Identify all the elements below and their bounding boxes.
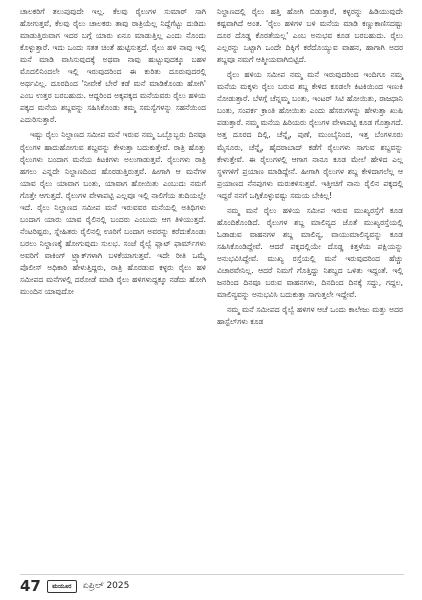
paragraph: ಚಾಲಕರಿಗೆ ತಲುಪುವುದೇ ಇಲ್ಲ. ಕೆಲವು ರೈಲುಗಳ ಸುಮಾರ್ ಸಾಗಿ ಹೋಗುತ್ತವೆ, ಕೆಲವು ರೈಲು ಚಾಲಕರು ತಾವು ರಾತ್ರಿಯೆಲ್ಲ ನಿದ್ದೆಗೆಟ್ಟು ದುಡಿದು ಮಾಡುತ್ತಿರುವಾಗ ಇದರ ಬಗ್ಗೆ ಯಾರು ಏನೂ ಮಾಡುತ್ತಿಲ್ಲ ಎಂದು ನೊಂದು ಕೊಳ್ಳುತ್ತಾರೆ. ಇದು ಒಂದು ಸತತ ಚಿಂತೆ ಹುಟ್ಟಿಸುತ್ತದೆ. ರೈಲು ಹಳಿ ನಾವು ಇಲ್ಲಿ ಮನೆ ಮಾಡಿ ವಾಸಿಸುವುದಕ್ಕೆ ಅಥವಾ ನಾವು ಹುಟ್ಟುವುದಕ್ಕೂ ಬಹಳ ಮೊದಲಿನಿಂದಲೇ ಇಲ್ಲಿ ಇರುವುದರಿಂದ ಈ ಕುರಿತು ದೂರುವುದರಲ್ಲಿ ಅರ್ಥವಿಲ್ಲ. ದೂರದಿಂದ 'ನೀವೇಕೆ ಬೇರೆ ಕಡೆ ಮನೆ ಮಾಡಿಕೊಂಡು ಹೋಗಿ' ಎಂಬ ಉತ್ತರ ಬರಬಹುದು. ಆದ್ದರಿಂದ ಅಕ್ಕಪಕ್ಕದ ಮನೆಯವರು ರೈಲು ಹಳಿಯ ಪಕ್ಕದ ಮನೆಯ ಶಬ್ದವನ್ನು ಸಹಿಸಿಕೊಂಡು ತಮ್ಮ ಸಮಸ್ಯೆಗಳನ್ನು ಸಹನೆಯಿಂದ ಎದುರಿಸುತ್ತಾರೆ. [20,7,206,125]
paragraph: ರೈಲು ಹಳಿಯ ಸಮೀಪ ನಮ್ಮ ಮನೆ ಇರುವುದರಿಂದ ಇಂದಿಗೂ ನಮ್ಮ ಮನೆಯ ಮಕ್ಕಳು ರೈಲು ಬರುವ ಶಬ್ದ ಕೇಳಿದ ಕೂಡಲೇ ಕಿಟಕಿಯಿಂದ ಇಣುಕಿ ನೋಡುತ್ತಾರೆ. ಬೆಳಗ್ಗೆ ಚೆನ್ನಮ್ಮ ಬಂತು, ಇಂಟರ್ ಸಿಟಿ ಹೋಯಿತು, ರಾಜಧಾನಿ ಬಂತು, ಸಂಪರ್ಕ ಕ್ರಾಂತಿ ಹೋಯಿತು ಎಂದು ಹೆಸರುಗಳನ್ನು ಹೇಳುತ್ತಾ ಖುಷಿ ಪಡುತ್ತಾರೆ. ನಮ್ಮ ಮನೆಯ ಹಿರಿಯರು ರೈಲುಗಳ ವೇಳಾಪಟ್ಟಿ ಕೂಡ ಗೊತ್ತಾಗದೆ. ಅತ್ತ ದೂರದ ದಿಲ್ಲಿ, ಚೆನ್ನೈ, ಪುಣೆ, ಮುಂಬೈನಿಂದ, ಇತ್ತ ಬೆಂಗಳೂರು ಮೈಸೂರು, ಚೆನ್ನೈ, ಹೈದರಾಬಾದ್ ಕಡೆಗೆ ರೈಲುಗಳು ಸಾಗುವ ಶಬ್ದವನ್ನು ಕೇಳುತ್ತೇವೆ. ಈ ರೈಲುಗಳಲ್ಲಿ ಆಗಾಗ ನಾನೂ ಕೂಡ ಮೇಲೆ ಹೇಳಿದ ಎಲ್ಲ ಸ್ಥಳಗಳಿಗೆ ಪ್ರಯಾಣ ಮಾಡಿದ್ದೇನೆ. ಹೀಗಾಗಿ ರೈಲುಗಳ ಶಬ್ದ ಕೇಳಿದಾಗಲೆಲ್ಲ ಆ ಪ್ರಯಾಣದ ನೆನಪುಗಳು ಮರುಕಳಿಸುತ್ತವೆ. ಇತ್ತೀಚಿಗೆ ನಾನು ರೈಲಿನ ಪಕ್ಕದಲ್ಲಿ ಇದ್ದರೆ ನನಗೆ ಒಗ್ಗಿಕೊಳ್ಳುವಷ್ಟು ಸಮಯ ಬೇಕಿಲ್ಲ! [217,70,403,200]
issue-date: ಏಪ್ರಿಲ್ 2025 [82,581,130,591]
magazine-logo: ಮಯೂರ [47,580,77,593]
footer-divider [20,574,404,575]
paragraph: ನಮ್ಮ ಮನೆ ಸಮೀಪದ ರೈಲ್ವೆ ಹಳಿಗಳ ಆಚೆ ಒಂದು ಕಾಲೇಜು ಮತ್ತು ಅದರ ಹಾಸ್ಟೆಲ್‌ಗಳು ಕೂಡ [217,305,403,327]
paragraph: ನಿಲ್ದಾಣದಲ್ಲಿ ರೈಲು ಹತ್ತಿ ಹೋಗಿ ಬಿಡುತ್ತಾರೆ, ಕಳ್ಳರನ್ನು ಹಿಡಿಯುವುದೇ ಕಷ್ಟವಾಗಿದೆ ಅಂತ. 'ರೈಲು ಹಳಿಗಳ ಬಳಿ ಮನೆಯ ಮಾಡಿ ಕಣ್ಣುಕಾಣಿಸದಷ್ಟು ದೂರ ದೊಡ್ಡ ಕೊರತೆಯಲ್ಲ' ಎಂಬ ಅನುಭವ ಕೂಡ ಬರಬಹುದು. ರೈಲು ಎಲ್ಲರನ್ನು ಒಟ್ಟಾಗಿ ಒಂದೇ ದಿಕ್ಕಿಗೆ ಕರೆದೊಯ್ಯುವ ವಾಹನ, ಹಾಗಾಗಿ ಅದರ ಶಬ್ದವೂ ನಮಗೆ ಆತ್ಮೀಯವಾಗಿಬಿಟ್ಟಿದೆ. [217,7,403,65]
page-footer [20,577,129,595]
paragraph: ನಮ್ಮ ಮನೆ ರೈಲು ಹಳಿಯ ಸಮೀಪ ಇರುವ ಮುಖ್ಯರಸ್ತೆಗೆ ಕೂಡ ಹೊಂದಿಕೊಂಡಿದೆ. ರೈಲುಗಳ ಶಬ್ದ ಮಾಲಿನ್ಯದ ಜೊತೆ ಮುಖ್ಯರಸ್ತೆಯಲ್ಲಿ ಓಡಾಡುವ ವಾಹನಗಳ ಶಬ್ದ ಮಾಲಿನ್ಯ, ವಾಯುಮಾಲಿನ್ಯವನ್ನು ಕೂಡ ಸಹಿಸಿಕೊಂಡಿದ್ದೇವೆ. ಆದರೆ ಪಕ್ಕದಲ್ಲಿಯೇ ದೊಡ್ಡ ಕಿತ್ತಳೆಯ ಪಕ್ಷಿಯನ್ನು ಅನುಭವಿಸಿದ್ದೇವೆ. ಮುಖ್ಯ ರಸ್ತೆಯಲ್ಲಿ ಮನೆ ಇರುವುದರಿಂದ ಹೆಚ್ಚು ವಿಚಾರವೇನಿಲ್ಲ. ಆದರೆ ನಿಮಗೆ ಗೊತ್ತಿದ್ದು ನಿಶಬ್ದದ ಒಳಿತು ಇದ್ದಂತೆ. ಇಲ್ಲಿ ಜನರಿಂದ ದಿನವೂ ಬರುವ ವಾಹನಗಳು, ದಿನದಿಂದ ದಿನಕ್ಕೆ ಸದ್ದು, ಗದ್ದಲ, ಮಾಲಿನ್ಯವನ್ನು ಅನುಭವಿಸಿ ಬದುಕುತ್ತಾ ಸಾಗುತ್ತಲೇ ಇದ್ದೇವೆ. [217,205,403,300]
paragraph: ಇಷ್ಟು ರೈಲು ನಿಲ್ದಾಣದ ಸಮೀಪ ಮನೆ ಇರುವ ನಮ್ಮ ಒಬ್ಬೊಬ್ಬರು ದಿನವೂ ರೈಲುಗಳ ಹಾದುಹೋಗುವ ಶಬ್ದವನ್ನು ಕೇಳುತ್ತಾ ಬದುಕುತ್ತೇವೆ. ರಾತ್ರಿ ಹೊತ್ತು ರೈಲುಗಳು ಬಂದಾಗ ಮನೆಯ ಕಿಟಕಿಗಳು ಅಲುಗಾಡುತ್ತವೆ. ರೈಲುಗಳು ರಾತ್ರಿ ಹಗಲು ಎನ್ನದೇ ನಿಲ್ದಾಣದಿಂದ ಹೊರಡುತ್ತಿರುತ್ತವೆ. ಹೀಗಾಗಿ ಆ ಮನೆಗಳ ಯಾವ ರೈಲು ಯಾವಾಗ ಬಂತು, ಯಾವಾಗ ಹೋಯಿತು ಎಂಬುದು ನಮಗೆ ಗೊತ್ತೇ ಆಗುತ್ತದೆ. ರೈಲುಗಳ ವೇಳಾಪಟ್ಟಿ ಎಲ್ಲವೂ ಇಲ್ಲಿ ನಾಲಿಗೆಯ ತುದಿಯಲ್ಲೇ ಇದೆ. ರೈಲು ನಿಲ್ದಾಣದ ಸಮೀಪ ಮನೆ ಇರುವವರ ಮನೆಯಲ್ಲಿ ಅತಿಥಿಗಳು ಬಂದಾಗ ಯಾರು ಯಾವ ರೈಲಿನಲ್ಲಿ ಬಂದರು ಎಂಬುದು ಆಗ ತಿಳಿಯುತ್ತದೆ. ನೆಂಟರಿಷ್ಟರು, ಸ್ನೇಹಿತರು ರೈಲಿನಲ್ಲಿ ಊರಿಗೆ ಬಂದಾಗ ಅವರನ್ನು ಕರೆದುಕೊಂಡು ಬರಲು ನಿಲ್ದಾಣಕ್ಕೆ ಹೋಗುವುದು ಸುಲಭ. ಸಂಜೆ ರೈಲ್ವೆ ಪ್ಲಾಟ್ ಫಾರ್ಮ್‌ಗಳು ಅವರಿಗೆ ವಾಕಿಂಗ್ ಟ್ರ್ಯಾಕ್‌ಗಳಾಗಿ ಬಳಕೆಯಾಗುತ್ತವೆ. ಇದೇ ರೀತಿ ಒಮ್ಮೆ ಪೊಲೀಸ್ ಅಧಿಕಾರಿ ಹೇಳುತ್ತಿದ್ದರು, ರಾತ್ರಿ ಹೊರಡುವ ಕಳ್ಳರು ರೈಲು ಹಳಿ ಸಮೀಪದ ಮನೆಗಳಲ್ಲಿ ದರೋಡೆ ಮಾಡಿ ರೈಲು ಹಳಿಗಳುದ್ದಕ್ಕೂ ನಡೆದು ಹೋಗಿ ಮುಂದಿನ ಯಾವುದೋ [20,130,206,297]
right-text-column [217,6,403,328]
page-number: 47 [20,577,41,595]
left-text-column [20,6,206,298]
